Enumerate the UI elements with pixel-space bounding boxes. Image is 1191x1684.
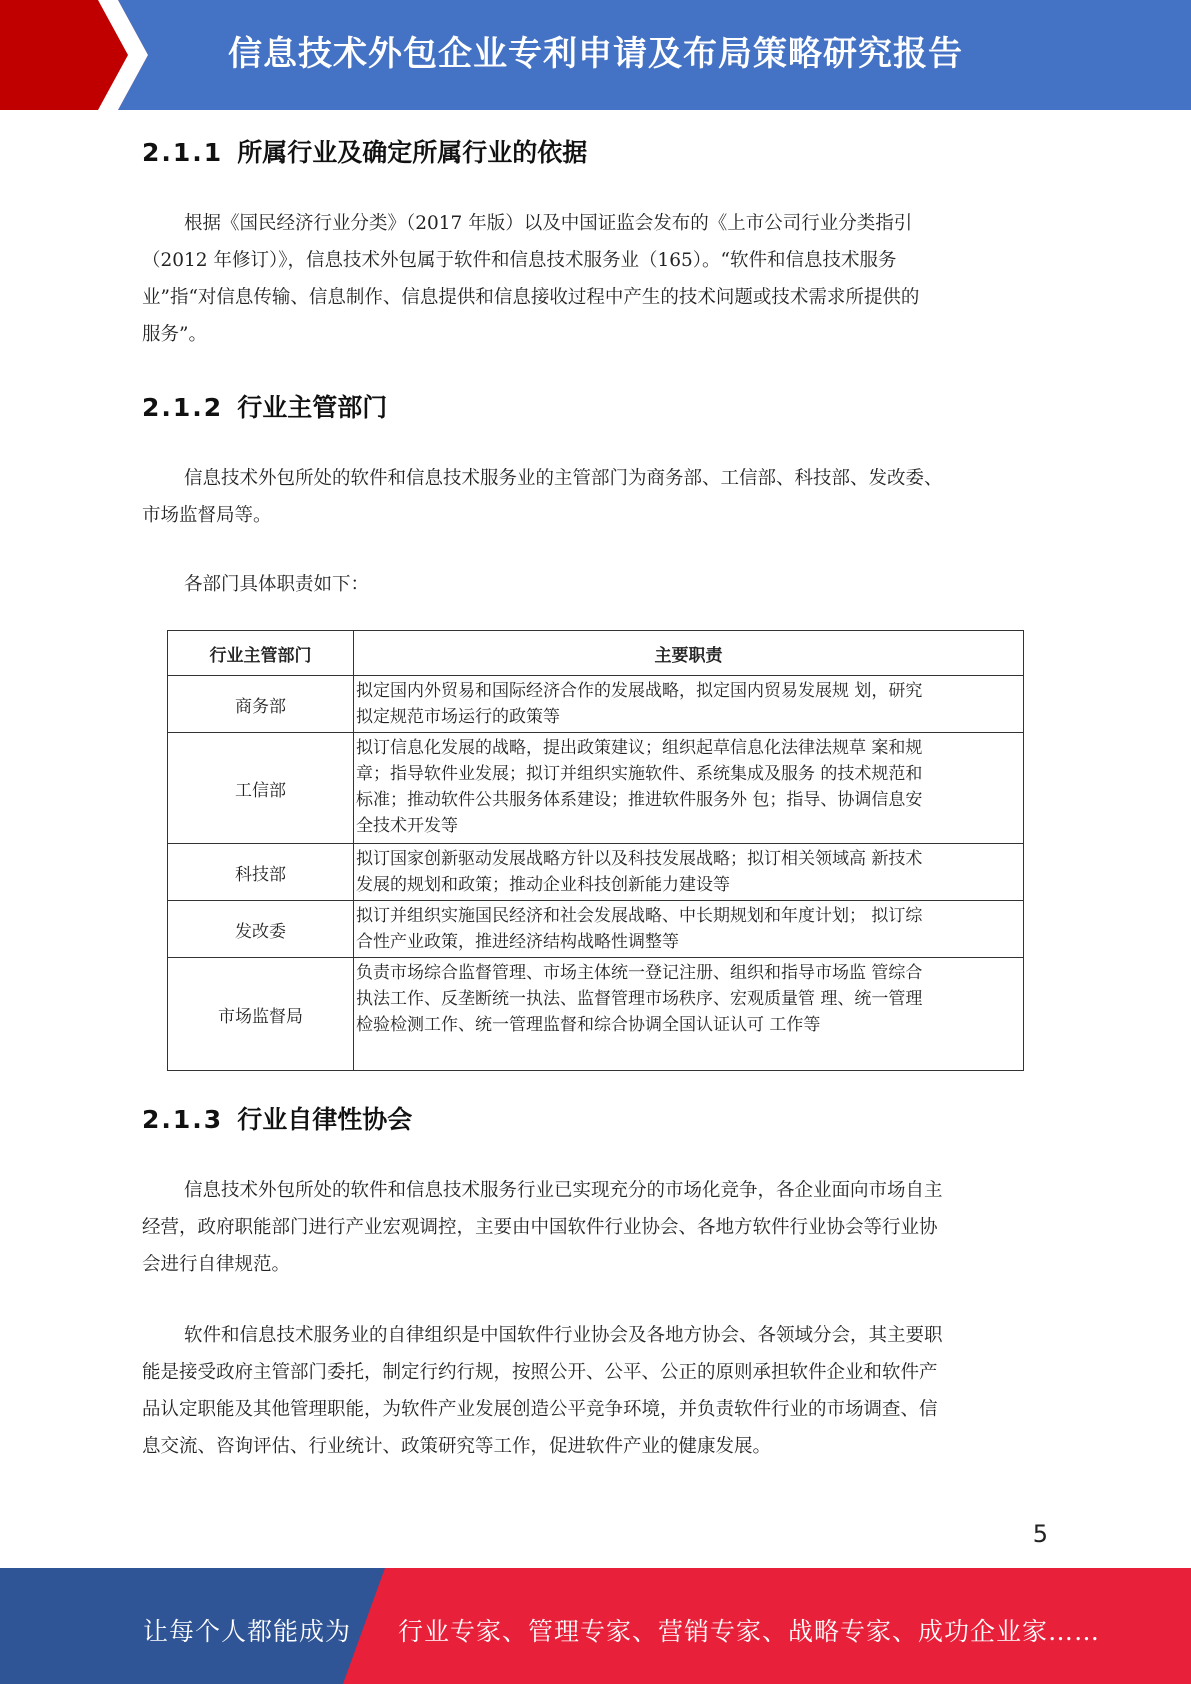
table-header-row (168, 631, 1024, 676)
footer-slogan-right: 行业专家、管理专家、营销专家、战略专家、成功企业家…… (398, 1617, 1101, 1646)
table-row (168, 844, 1024, 901)
paragraph-line: （2012 年修订）》，信息技术外包属于软件和信息技术服务业（165）。“软件和信息技术服务 (142, 250, 897, 271)
table-cell-duty (354, 844, 1024, 901)
page-number: 5 (1032, 1520, 1048, 1548)
section-heading-2-1-1 (142, 133, 587, 169)
section-number: 2.1.3 (142, 1105, 224, 1134)
duty-line: 拟定规范市场运行的政策等 (356, 707, 560, 727)
section-heading-2-1-2 (142, 388, 387, 424)
duty-line: 发展的规划和政策；推动企业科技创新能力建设等 (356, 875, 730, 895)
table-header-dept: 行业主管部门 (168, 631, 354, 676)
table-cell-duty (354, 958, 1024, 1071)
report-title: 信息技术外包企业专利申请及布局策略研究报告 (228, 34, 963, 74)
duty-line: 拟订并组织实施国民经济和社会发展战略、中长期规划和年度计划； 拟订综 (356, 906, 923, 926)
table-header-duty: 主要职责 (354, 631, 1024, 676)
duty-line: 执法工作、反垄断统一执法、监督管理市场秩序、宏观质量管 理、统一管理 (356, 989, 923, 1009)
paragraph-line: 信息技术外包所处的软件和信息技术服务行业已实现充分的市场化竞争，各企业面向市场自主 (184, 1180, 943, 1201)
section-title: 所属行业及确定所属行业的依据 (237, 138, 588, 167)
paragraph-line: 市场监督局等。 (142, 505, 272, 526)
table-cell-dept: 市场监督局 (168, 958, 354, 1071)
footer-slogan-left: 让每个人都能成为 (143, 1617, 352, 1646)
section-number: 2.1.2 (142, 393, 224, 422)
duty-line: 负责市场综合监督管理、市场主体统一登记注册、组织和指导市场监 管综合 (356, 963, 923, 983)
section-number: 2.1.1 (142, 138, 224, 167)
duty-line: 拟订信息化发展的战略，提出政策建议；组织起草信息化法律法规草 案和规 (356, 738, 923, 758)
paragraph-line: 各部门具体职责如下： (184, 574, 370, 595)
table-row (168, 676, 1024, 733)
paragraph (142, 205, 1046, 353)
paragraph-line: 根据《国民经济行业分类》（2017 年版）以及中国证监会发布的《上市公司行业分类指引 (184, 213, 913, 234)
paragraph-line: 经营，政府职能部门进行产业宏观调控，主要由中国软件行业协会、各地方软件行业协会等行业协 (142, 1217, 938, 1238)
paragraph-line: 会进行自律规范。 (142, 1254, 291, 1275)
paragraph (142, 1172, 1046, 1283)
paragraph-line: 服务”。 (142, 324, 207, 345)
table-cell-dept: 商务部 (168, 676, 354, 733)
table-cell-duty (354, 733, 1024, 844)
header-banner (0, 0, 1191, 110)
duty-line: 标准；推动软件公共服务体系建设；推进软件服务外 包；指导、协调信息安 (356, 790, 923, 810)
duty-line: 合性产业政策，推进经济结构战略性调整等 (356, 932, 679, 952)
paragraph (142, 1317, 1046, 1465)
table-cell-duty (354, 901, 1024, 958)
table-cell-dept: 工信部 (168, 733, 354, 844)
duty-line: 检验检测工作、统一管理监督和综合协调全国认证认可 工作等 (356, 1015, 821, 1035)
duty-line: 拟定国内外贸易和国际经济合作的发展战略，拟定国内贸易发展规 划，研究 (356, 681, 923, 701)
table-row (168, 958, 1024, 1071)
paragraph (142, 460, 1046, 534)
table-row (168, 733, 1024, 844)
paragraph-line: 品认定职能及其他管理职能，为软件产业发展创造公平竞争环境，并负责软件行业的市场调查、信 (142, 1399, 938, 1420)
paragraph (142, 566, 1046, 603)
paragraph-line: 信息技术外包所处的软件和信息技术服务业的主管部门为商务部、工信部、科技部、发改委、 (184, 468, 943, 489)
duty-line: 拟订国家创新驱动发展战略方针以及科技发展战略；拟订相关领域高 新技术 (356, 849, 923, 869)
paragraph-line: 业”指“对信息传输、信息制作、信息提供和信息接收过程中产生的技术问题或技术需求所提供的 (142, 287, 920, 308)
duty-line: 全技术开发等 (356, 816, 458, 836)
table-cell-dept: 发改委 (168, 901, 354, 958)
duty-line: 章；指导软件业发展；拟订并组织实施软件、系统集成及服务 的技术规范和 (356, 764, 923, 784)
table-cell-duty (354, 676, 1024, 733)
paragraph-line: 软件和信息技术服务业的自律组织是中国软件行业协会及各地方协会、各领域分会，其主要职 (184, 1325, 943, 1346)
table-cell-dept: 科技部 (168, 844, 354, 901)
section-title: 行业自律性协会 (237, 1105, 413, 1134)
section-title: 行业主管部门 (237, 393, 388, 422)
table-row (168, 901, 1024, 958)
paragraph-line: 息交流、咨询评估、行业统计、政策研究等工作，促进软件产业的健康发展。 (142, 1436, 772, 1457)
paragraph-line: 能是接受政府主管部门委托，制定行约行规，按照公开、公平、公正的原则承担软件企业和软件产 (142, 1362, 938, 1383)
section-heading-2-1-3 (142, 1100, 412, 1136)
department-duty-table (167, 630, 1024, 1071)
